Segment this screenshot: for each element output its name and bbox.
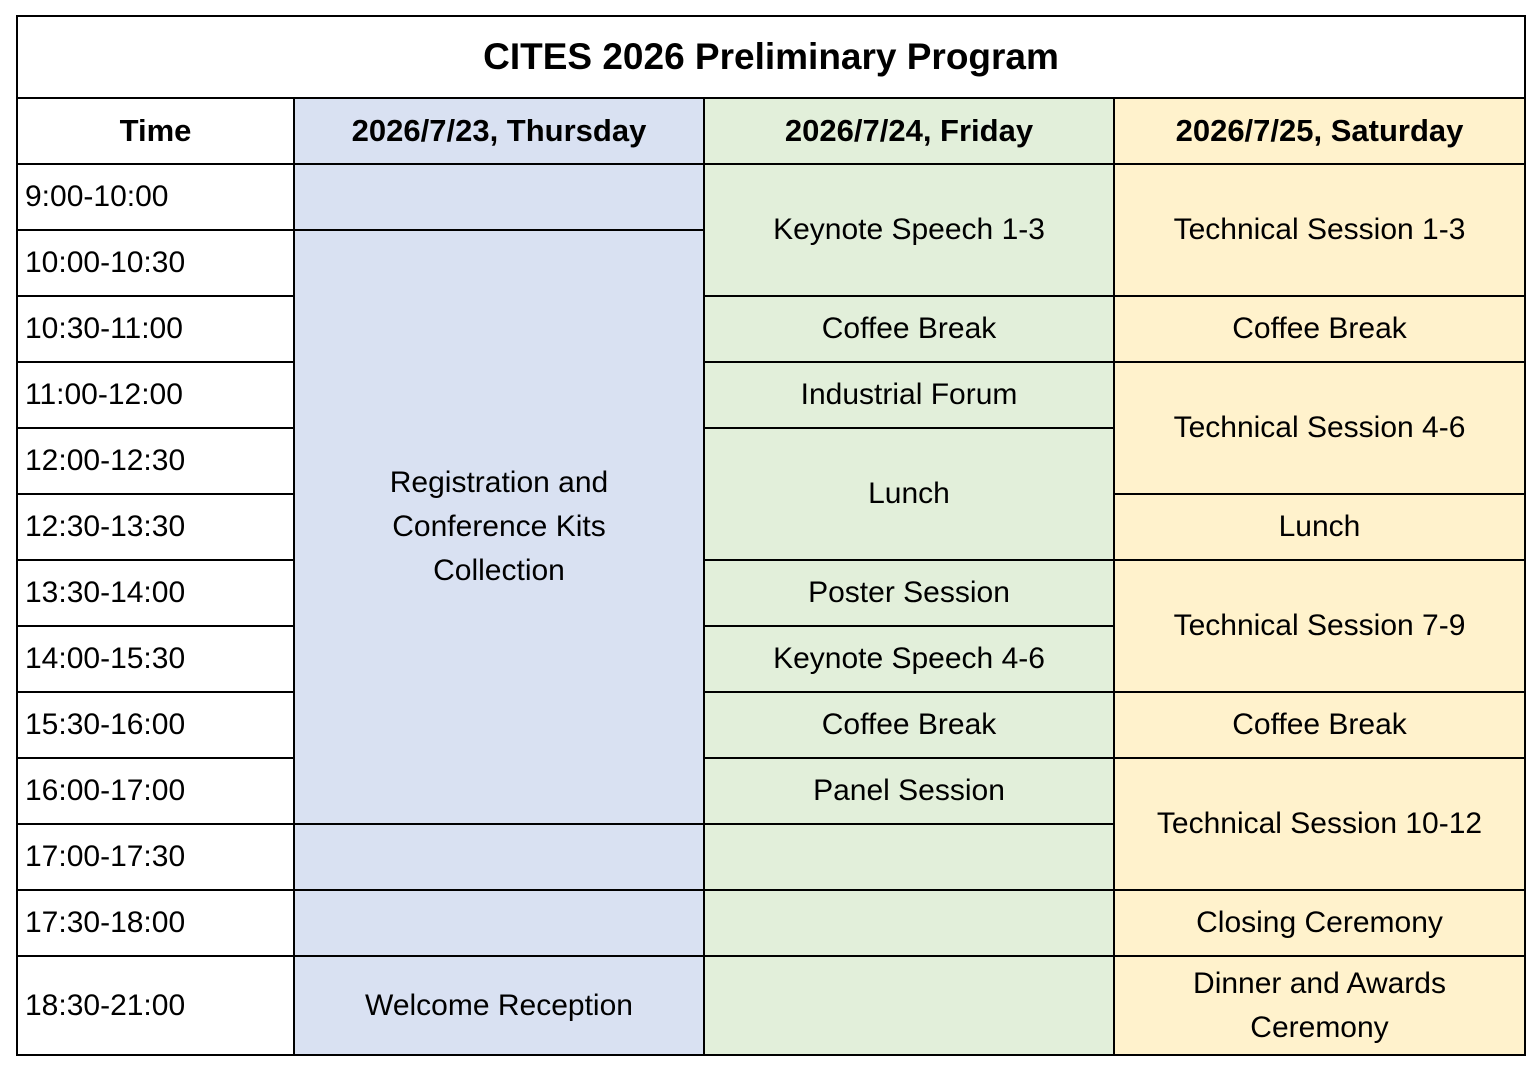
header-time: Time bbox=[17, 98, 294, 164]
saturday-tech-session-2: Technical Session 4-6 bbox=[1114, 362, 1525, 494]
saturday-tech-session-1: Technical Session 1-3 bbox=[1114, 164, 1525, 296]
program-table bbox=[16, 15, 1526, 1056]
friday-lunch: Lunch bbox=[704, 428, 1114, 560]
time-slot: 17:00-17:30 bbox=[17, 824, 294, 890]
friday-empty-cell bbox=[704, 890, 1114, 956]
time-slot: 11:00-12:00 bbox=[17, 362, 294, 428]
saturday-lunch: Lunch bbox=[1114, 494, 1525, 560]
saturday-closing-ceremony: Closing Ceremony bbox=[1114, 890, 1525, 956]
thursday-empty-cell bbox=[294, 890, 704, 956]
time-slot: 16:00-17:00 bbox=[17, 758, 294, 824]
page-title: CITES 2026 Preliminary Program bbox=[17, 16, 1525, 98]
time-slot: 14:00-15:30 bbox=[17, 626, 294, 692]
time-slot: 17:30-18:00 bbox=[17, 890, 294, 956]
dinner-awards-label: Dinner and Awards Ceremony bbox=[1193, 966, 1446, 1044]
time-slot: 12:30-13:30 bbox=[17, 494, 294, 560]
table-row bbox=[17, 560, 1525, 626]
thursday-empty-cell bbox=[294, 164, 704, 230]
friday-keynote-1: Keynote Speech 1-3 bbox=[704, 164, 1114, 296]
title-row bbox=[17, 16, 1525, 98]
table-row bbox=[17, 362, 1525, 428]
friday-coffee-break-2: Coffee Break bbox=[704, 692, 1114, 758]
time-slot: 13:30-14:00 bbox=[17, 560, 294, 626]
friday-keynote-2: Keynote Speech 4-6 bbox=[704, 626, 1114, 692]
saturday-tech-session-3: Technical Session 7-9 bbox=[1114, 560, 1525, 692]
table-row bbox=[17, 296, 1525, 362]
table-row bbox=[17, 956, 1525, 1055]
friday-industrial-forum: Industrial Forum bbox=[704, 362, 1114, 428]
saturday-tech-session-4: Technical Session 10-12 bbox=[1114, 758, 1525, 890]
table-row bbox=[17, 692, 1525, 758]
thursday-registration bbox=[294, 230, 704, 824]
friday-empty-cell bbox=[704, 824, 1114, 890]
header-row bbox=[17, 98, 1525, 164]
table-row bbox=[17, 758, 1525, 824]
friday-empty-cell bbox=[704, 956, 1114, 1055]
time-slot: 18:30-21:00 bbox=[17, 956, 294, 1055]
time-slot: 12:00-12:30 bbox=[17, 428, 294, 494]
saturday-dinner-awards bbox=[1114, 956, 1525, 1055]
time-slot: 10:30-11:00 bbox=[17, 296, 294, 362]
time-slot: 9:00-10:00 bbox=[17, 164, 294, 230]
time-slot: 10:00-10:30 bbox=[17, 230, 294, 296]
table-row bbox=[17, 164, 1525, 230]
friday-panel-session: Panel Session bbox=[704, 758, 1114, 824]
thursday-welcome-reception: Welcome Reception bbox=[294, 956, 704, 1055]
header-saturday: 2026/7/25, Saturday bbox=[1114, 98, 1525, 164]
friday-poster-session: Poster Session bbox=[704, 560, 1114, 626]
thursday-empty-cell bbox=[294, 824, 704, 890]
saturday-coffee-break-1: Coffee Break bbox=[1114, 296, 1525, 362]
registration-label: Registration and Conference Kits Collection bbox=[389, 466, 609, 587]
time-slot: 15:30-16:00 bbox=[17, 692, 294, 758]
header-friday: 2026/7/24, Friday bbox=[704, 98, 1114, 164]
table-row bbox=[17, 890, 1525, 956]
header-thursday: 2026/7/23, Thursday bbox=[294, 98, 704, 164]
saturday-coffee-break-2: Coffee Break bbox=[1114, 692, 1525, 758]
friday-coffee-break-1: Coffee Break bbox=[704, 296, 1114, 362]
